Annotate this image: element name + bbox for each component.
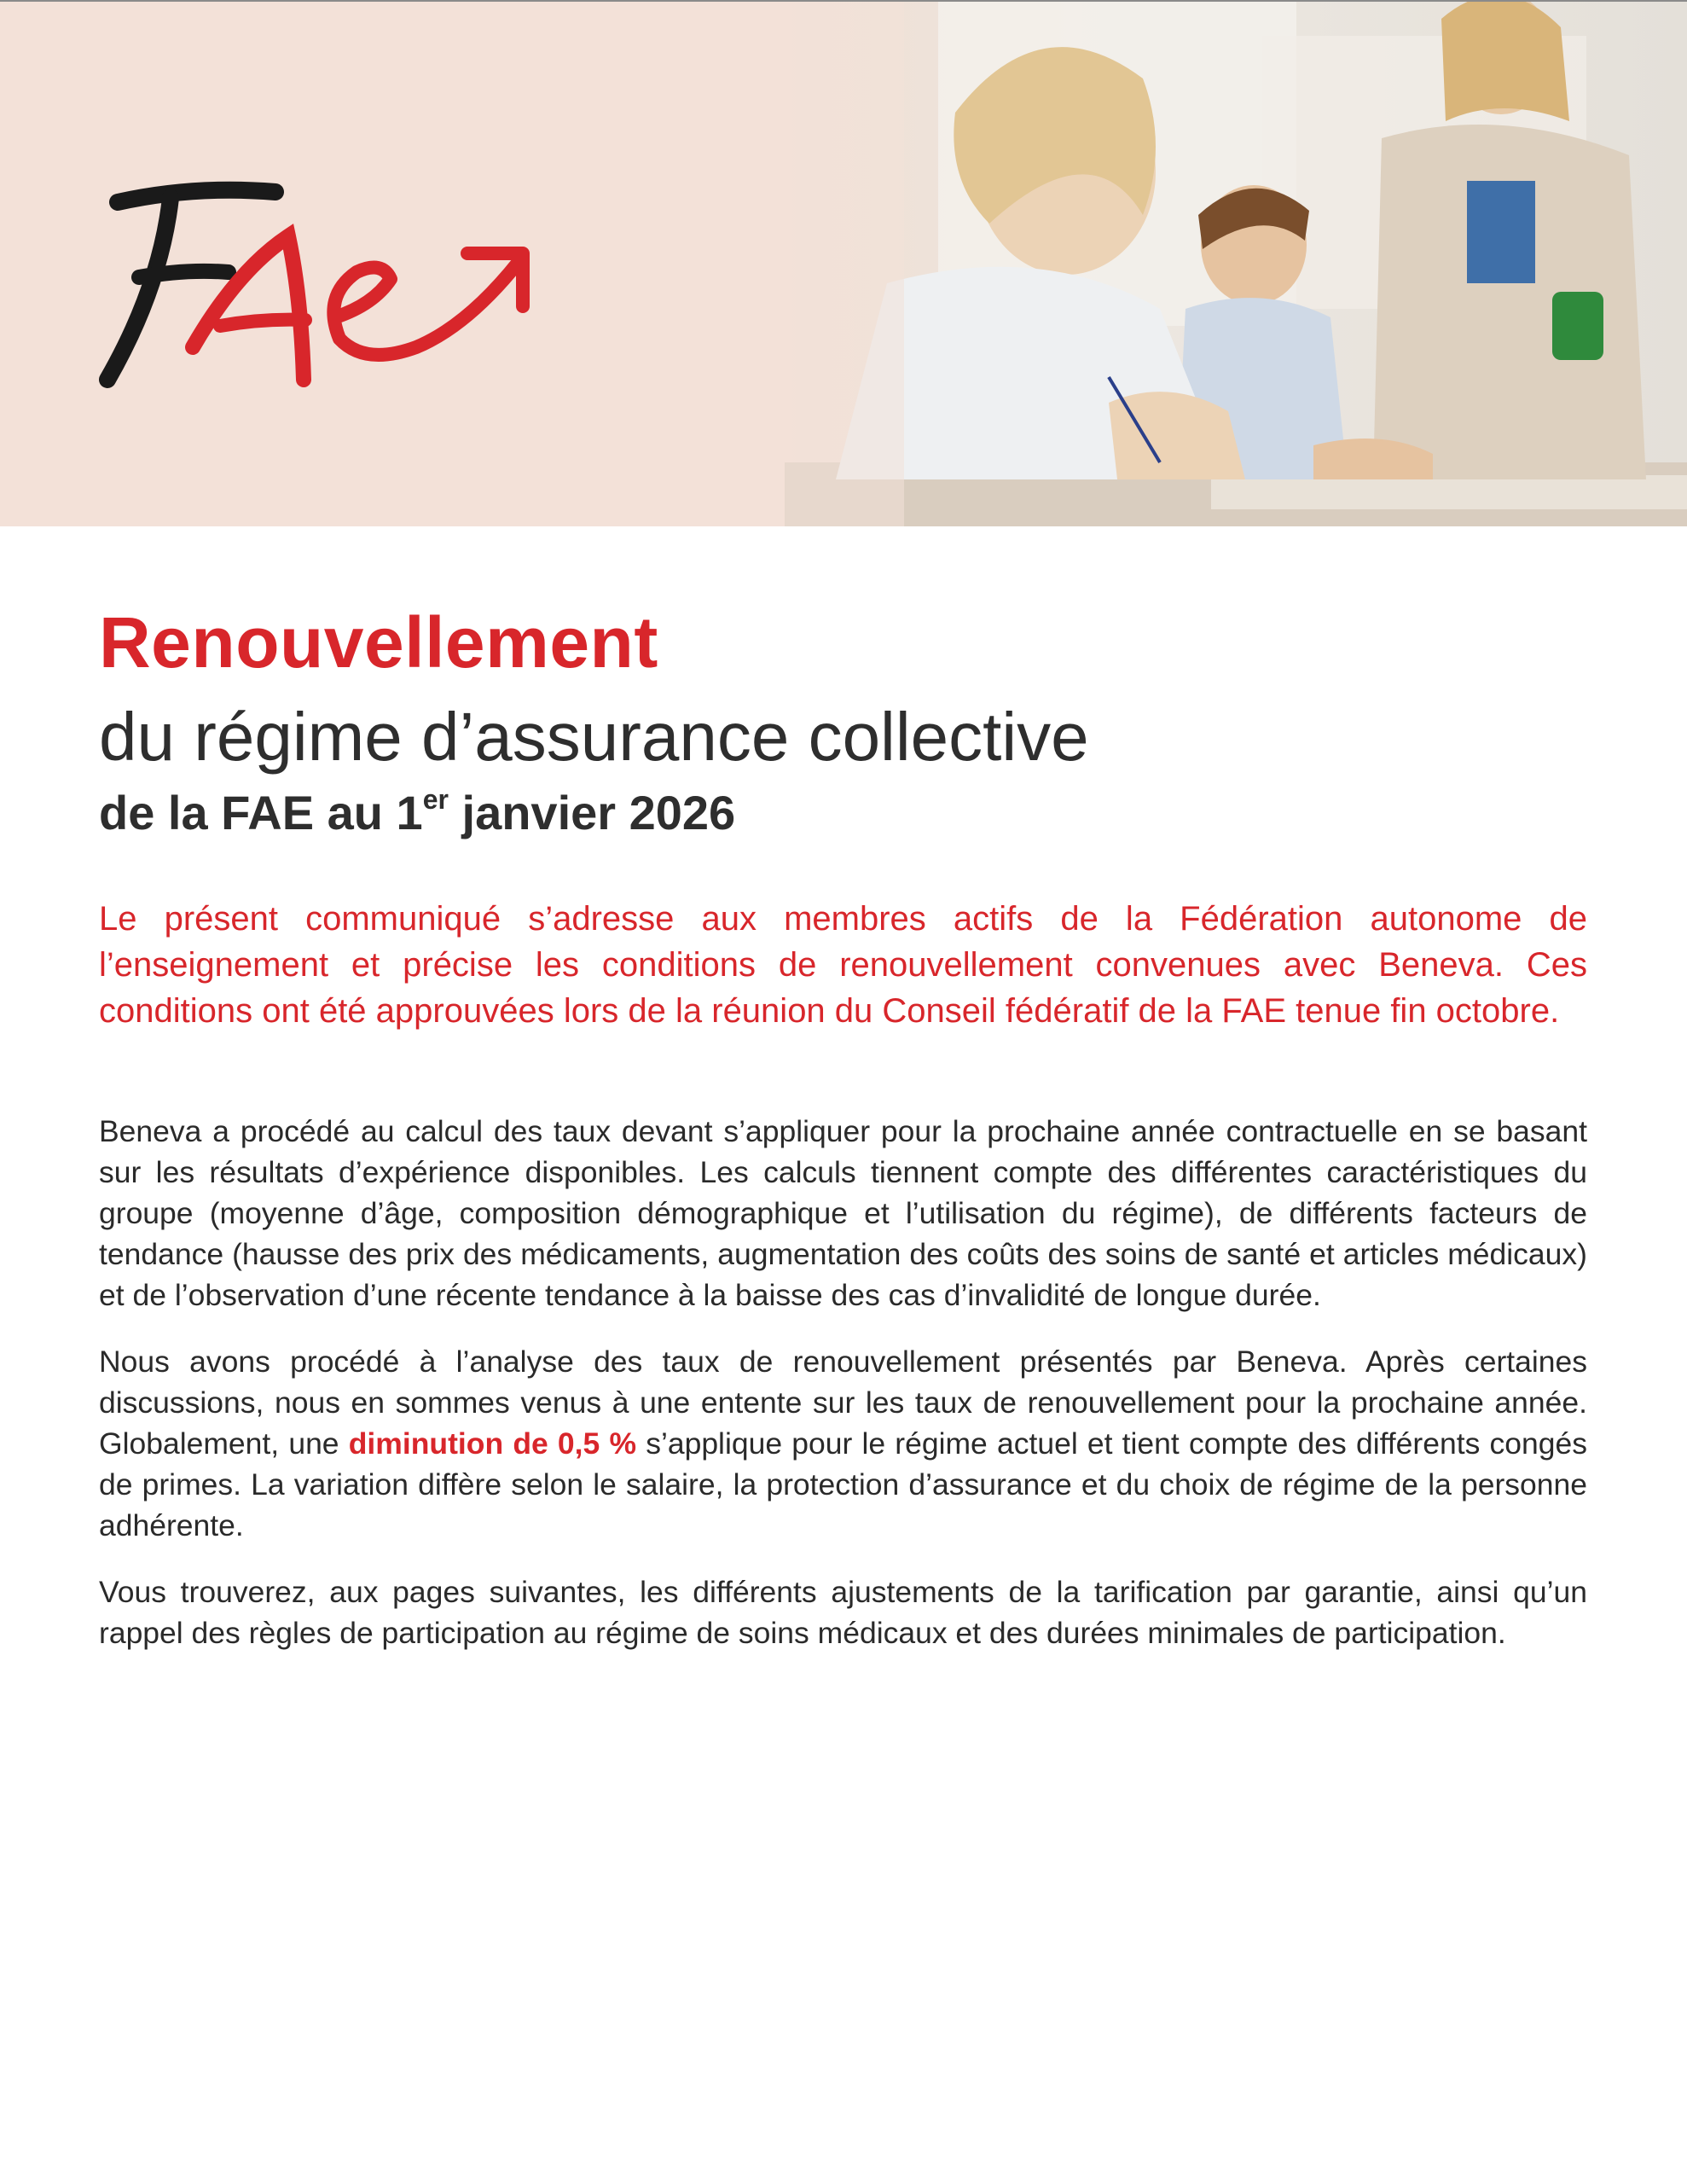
page-title: Renouvellement (99, 602, 658, 682)
rate-decrease-highlight: diminution de 0,5 % (348, 1426, 637, 1461)
body-paragraph-3: Vous trouverez, aux pages suivantes, les différents ajustements de la tarification par garantie, ainsi qu’un rappel des règles de participation au régime de soins médicaux et des durées minimales de participation. (99, 1575, 1587, 1650)
paragraph-2-text-before: Nous avons procédé à l’analyse des taux de renouvellement présentés par Beneva. Après certaines discussions, nous en sommes venus à une entente sur les taux de renouvellement pour la prochaine année. Globalement, une (99, 1345, 1587, 1461)
paragraph-2-text-after: s’applique pour le régime actuel et tient compte des différents congés de primes. La variation diffère selon le salaire, la protection d’assurance et du choix de régime de la personne adhérente. (99, 1426, 1587, 1542)
header-banner (0, 0, 1687, 526)
date-line-suffix: janvier 2026 (448, 786, 736, 839)
page-date-line (99, 785, 735, 840)
page-subtitle: du régime d’assurance collective (99, 699, 1089, 775)
classroom-illustration (785, 2, 1687, 526)
classroom-photo (785, 2, 1687, 526)
date-line-prefix: de la FAE au 1 (99, 786, 423, 839)
body-paragraph-1: Beneva a procédé au calcul des taux devant s’appliquer pour la prochaine année contractuelle en se basant sur les résultats d’expérience disponibles. Les calculs tiennent compte des différentes caractéristiques du groupe (moyenne d’âge, composition démographique et l’utilisation du régime), de différents facteurs de tendance (hausse des prix des médicaments, augmentation des coûts des soins de santé et articles médicaux) et de l’observation d’une récente tendance à la baisse des cas d’invalidité de longue durée. (99, 1114, 1587, 1312)
fae-logo-mark (92, 168, 536, 398)
date-line-superscript: er (422, 784, 449, 815)
body-paragraph-2 (99, 1341, 1587, 1546)
intro-paragraph: Le présent communiqué s’adresse aux membres actifs de la Fédération autonome de l’enseignement et précise les conditions de renouvellement convenues avec Beneva. Ces conditions ont été approuvées lors de la réunion du Conseil fédératif de la FAE tenue fin octobre. (99, 900, 1587, 1030)
fae-logo (92, 168, 536, 403)
